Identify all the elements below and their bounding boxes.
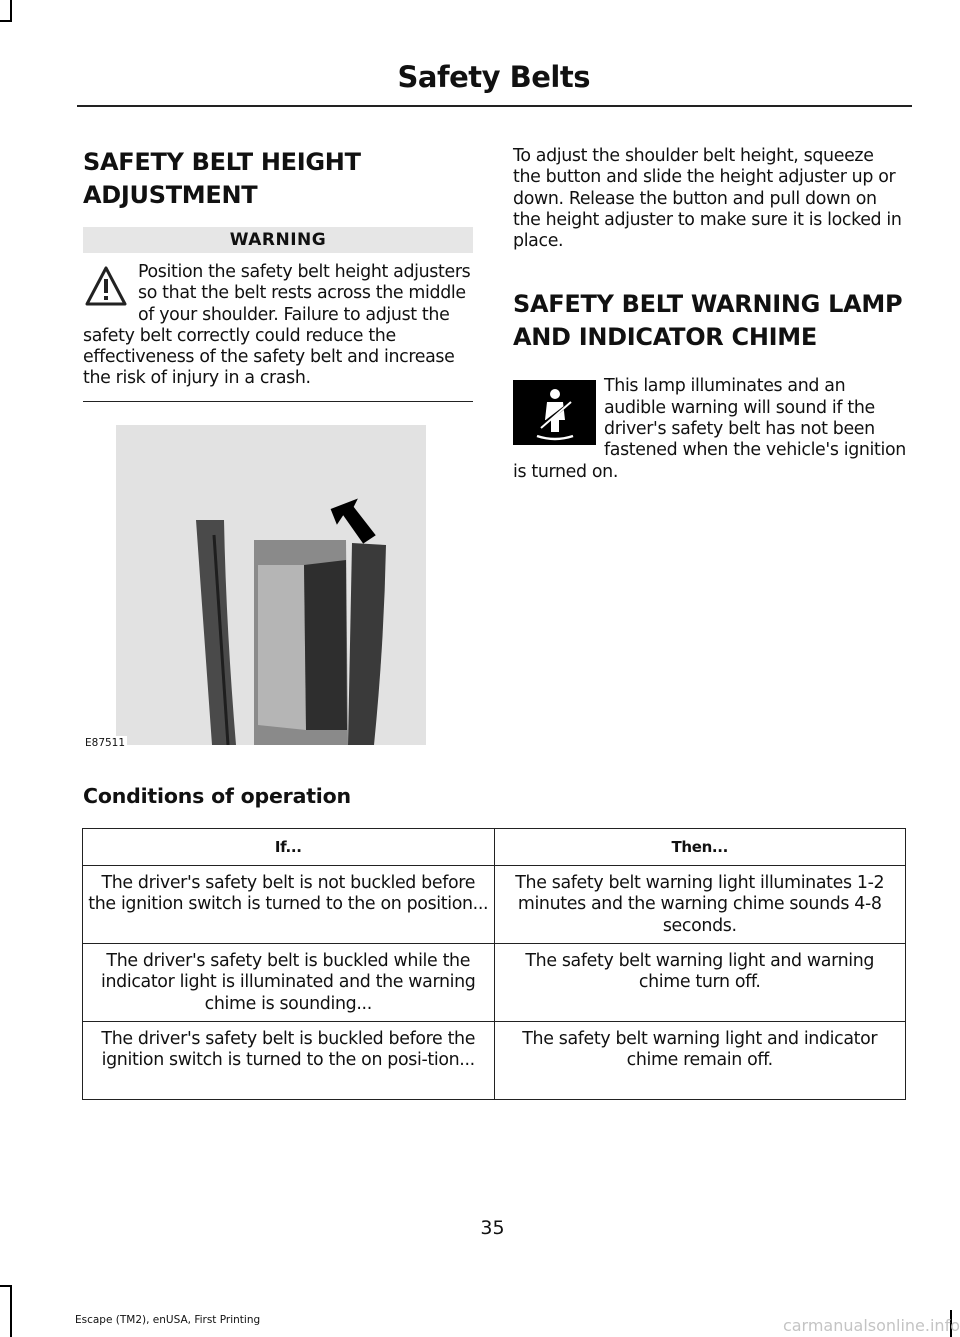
conditions-table: [82, 828, 906, 1100]
heading-line: AND INDICATOR CHIME: [513, 323, 817, 352]
seatbelt-warning-lamp-icon: [513, 380, 596, 445]
heading-line: SAFETY BELT WARNING LAMP: [513, 290, 903, 319]
column-header-if: If...: [83, 829, 495, 866]
header-divider: [77, 105, 912, 107]
table-cell: The safety belt warning light and warning chime turn off.: [494, 944, 906, 1022]
adjust-instructions: To adjust the shoulder belt height, squeeze the button and slide the height adjuster up or down. Release the button and pull down on the height adjuster to make sure it is locked in place.: [513, 146, 902, 252]
warning-label: WARNING: [83, 227, 473, 253]
right-column: [513, 146, 906, 483]
warning-divider: [83, 401, 473, 403]
warning-text: Position the safety belt height adjusters so that the belt rests across the middle of your shoulder. Failure to adjust the safety belt correctly could reduce the effectiveness of the safety belt and increase the risk of injury in a crash.: [83, 262, 471, 389]
lamp-text: This lamp illuminates and an audible warning will sound if the driver's safety belt has not been fastened when the vehicle's ignition is turned on.: [513, 376, 906, 482]
warning-box: [83, 227, 473, 402]
column-header-then: Then...: [494, 829, 906, 866]
section-heading: [83, 146, 473, 212]
table-row: [83, 944, 906, 1022]
figure-label: E87511: [85, 737, 126, 750]
heading-line: ADJUSTMENT: [83, 181, 258, 209]
watermark: carmanualsonline.info: [782, 1316, 960, 1335]
crop-mark: [0, 1285, 12, 1287]
table-cell: The driver's safety belt is buckled while the indicator light is illuminated and the warning chime is sounding...: [83, 944, 495, 1022]
page-header-title: Safety Belts: [397, 60, 590, 94]
footer-text: Escape (TM2), enUSA, First Printing: [75, 1314, 261, 1326]
table-row: [83, 1022, 906, 1100]
table-cell: The driver's safety belt is buckled before the ignition switch is turned to the on posi-tion...: [83, 1022, 495, 1100]
lamp-description: [513, 376, 906, 482]
table-cell: The safety belt warning light illuminates 1-2 minutes and the warning chime sounds 4-8 seconds.: [494, 866, 906, 944]
table-cell: The driver's safety belt is not buckled before the ignition switch is turned to the on position...: [83, 866, 495, 944]
crop-mark: [10, 0, 12, 22]
section-heading: [513, 288, 906, 354]
crop-mark: [10, 1285, 12, 1337]
warning-triangle-icon: [83, 264, 129, 310]
table-header-row: [83, 829, 906, 866]
left-column: [83, 146, 473, 750]
crop-mark: [0, 20, 12, 22]
table-row: [83, 866, 906, 944]
belt-adjuster-illustration: [85, 425, 426, 750]
table-cell: The safety belt warning light and indicator chime remain off.: [494, 1022, 906, 1100]
warning-body: [83, 262, 473, 390]
page-number: 35: [480, 1217, 505, 1239]
heading-line: SAFETY BELT HEIGHT: [83, 148, 361, 176]
adjuster-drawing: [116, 425, 426, 745]
conditions-title: Conditions of operation: [83, 784, 351, 808]
